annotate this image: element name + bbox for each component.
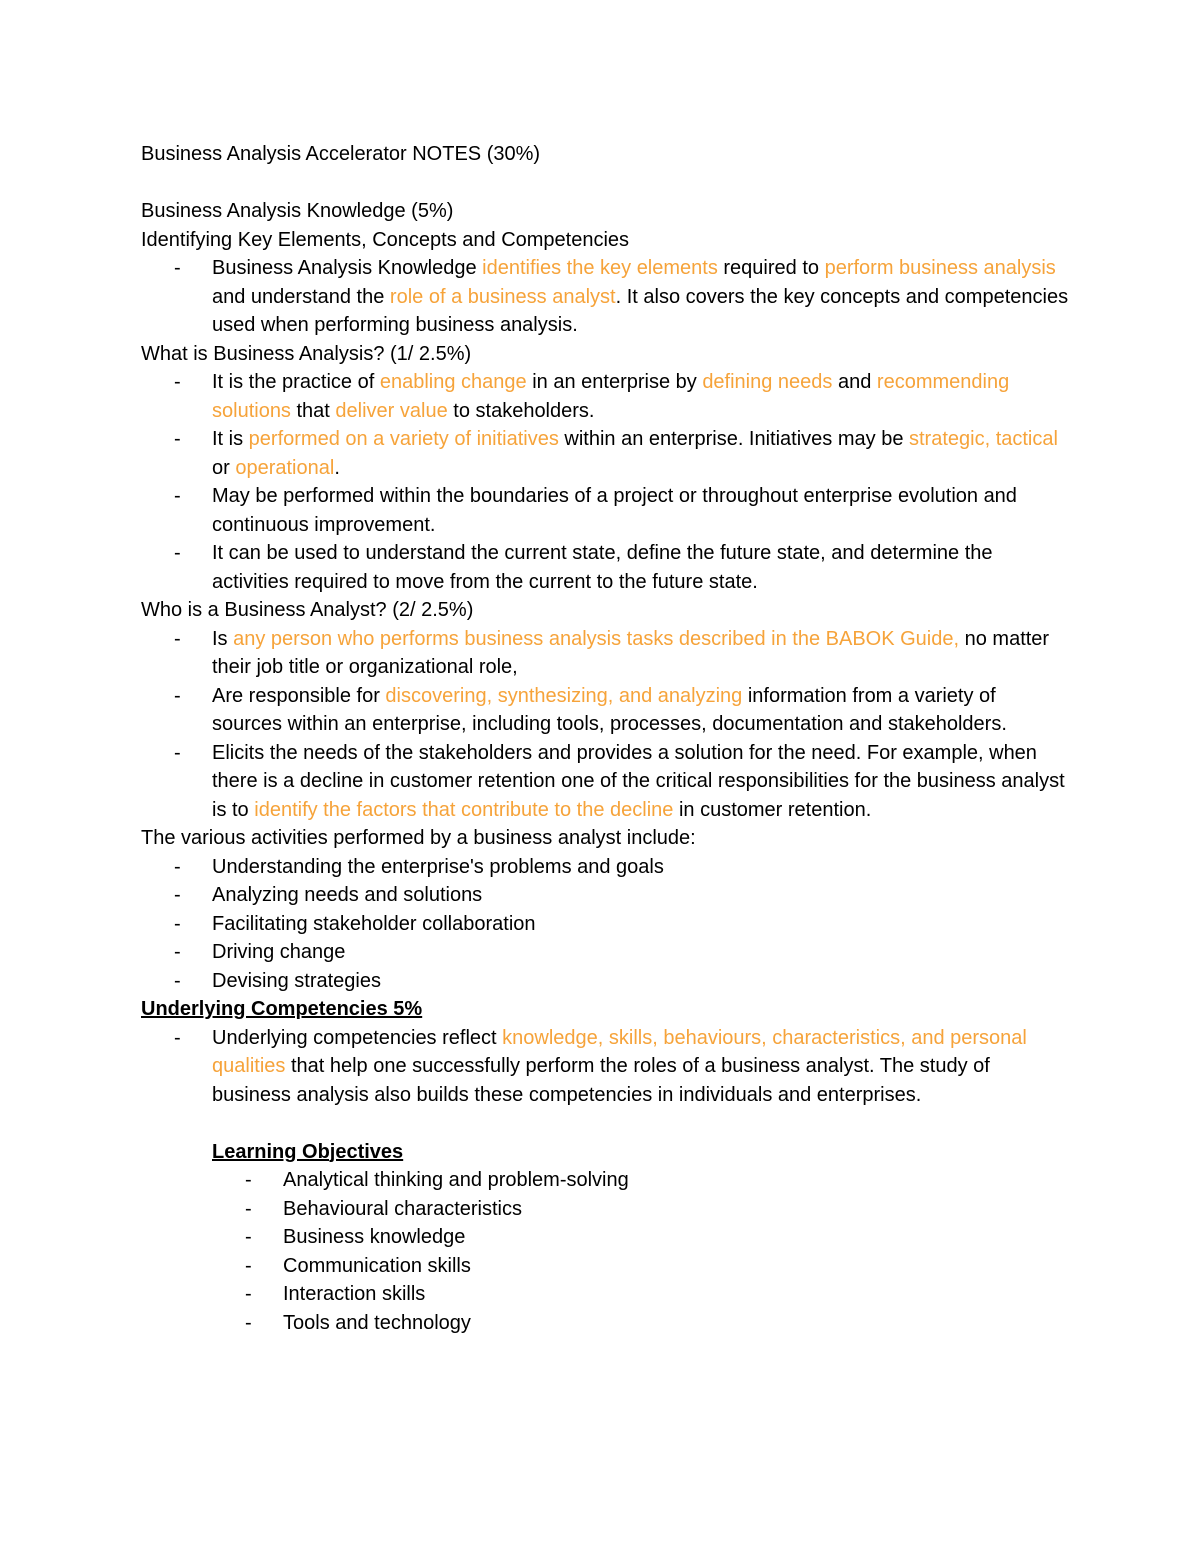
text-run: or: [212, 456, 236, 479]
section-heading-what-is: What is Business Analysis? (1/ 2.5%): [141, 342, 472, 365]
list-item: [141, 853, 1071, 882]
list-item: [141, 482, 1071, 539]
list-item: [141, 368, 1071, 425]
bullet-dash: -: [174, 912, 181, 935]
text-run: in an enterprise by: [526, 371, 703, 393]
document-body: [141, 140, 1071, 1337]
highlight-text: any person who performs business analysis tasks described in the BABOK Guide,: [233, 627, 960, 650]
learning-objectives-list: [212, 1166, 1071, 1337]
text-run: to stakeholders.: [447, 399, 595, 422]
list-item: [141, 425, 1071, 482]
what-is-list: [141, 368, 1071, 596]
learning-objectives-heading: Learning Objectives: [212, 1140, 404, 1163]
bullet-dash: -: [245, 1226, 252, 1248]
text-run: Are responsible for: [212, 684, 386, 707]
text-run: Understanding the enterprise's problems and goals: [212, 855, 664, 878]
list-item: [141, 910, 1071, 939]
bullet-dash: -: [174, 627, 181, 650]
text-run: within an enterprise. Initiatives may be: [558, 428, 909, 450]
text-run: Underlying competencies reflect: [212, 1026, 503, 1049]
text-run: . It also covers the key concepts and competencies used when performing business analysis.: [212, 285, 1069, 336]
bullet-dash: -: [245, 1169, 252, 1191]
list-item: [212, 1309, 1071, 1338]
text-run: Driving change: [212, 941, 346, 963]
highlight-text: knowledge, skills, behaviours, characteristics, and personal qualities: [212, 1026, 1027, 1077]
highlight-text: performed on a variety of initiatives: [248, 428, 559, 450]
bullet-dash: -: [174, 855, 181, 878]
spacer: [141, 169, 1071, 198]
bullet-dash: -: [245, 1254, 252, 1277]
bullet-dash: -: [174, 371, 181, 393]
highlight-text: identify the factors that contribute to the decline: [254, 798, 674, 821]
bullet-dash: -: [174, 884, 181, 906]
bullet-dash: -: [245, 1311, 252, 1334]
highlight-text: role of a business analyst: [389, 285, 616, 308]
list-item: [141, 539, 1071, 596]
highlight-text: identifies the key elements: [482, 257, 718, 279]
bullet-dash: -: [174, 741, 181, 764]
list-item: [141, 625, 1071, 682]
list-item: [212, 1280, 1071, 1309]
text-run: May be performed within the boundaries of a project or throughout enterprise evolution and continuous improvement.: [212, 485, 1017, 536]
knowledge-list: [141, 254, 1071, 340]
text-run: It is: [212, 428, 249, 450]
list-item: [141, 254, 1071, 340]
section-subheading-key-elements: Identifying Key Elements, Concepts and Competencies: [141, 228, 630, 251]
text-run: Interaction skills: [283, 1283, 426, 1305]
bullet-dash: -: [174, 428, 181, 450]
text-run: Analyzing needs and solutions: [212, 884, 483, 906]
text-run: that help one successfully perform the roles of a business analyst. The study of business analysis also builds these competencies in individuals and enterprises.: [212, 1055, 990, 1106]
section-heading-knowledge: Business Analysis Knowledge (5%): [141, 200, 454, 222]
text-run: Tools and technology: [283, 1311, 471, 1334]
bullet-dash: -: [174, 542, 181, 564]
highlight-text: deliver value: [335, 399, 448, 422]
list-item: [212, 1166, 1071, 1195]
text-run: information from a variety of sources within an enterprise, including tools, processes, documentation and stakeholders.: [212, 684, 1007, 735]
bullet-dash: -: [174, 1026, 181, 1049]
highlight-text: discovering, synthesizing, and analyzing: [385, 684, 743, 707]
text-run: It can be used to understand the current state, define the future state, and determine the activities required to move from the current to the future state.: [212, 542, 993, 593]
highlight-text: operational: [235, 456, 335, 479]
who-is-list: [141, 625, 1071, 825]
bullet-dash: -: [174, 485, 181, 507]
section-heading-competencies: Underlying Competencies 5%: [141, 998, 423, 1020]
bullet-dash: -: [174, 684, 181, 707]
list-item: [141, 938, 1071, 967]
text-run: It is the practice of: [212, 371, 380, 393]
text-run: Facilitating stakeholder collaboration: [212, 912, 536, 935]
text-run: Behavioural characteristics: [283, 1197, 522, 1220]
highlight-text: perform business analysis: [824, 257, 1056, 279]
section-heading-activities: The various activities performed by a business analyst include:: [141, 827, 696, 849]
activities-list: [141, 853, 1071, 996]
text-run: Devising strategies: [212, 969, 381, 992]
highlight-text: recommending solutions: [212, 371, 1010, 422]
spacer: [141, 1109, 1071, 1138]
bullet-dash: -: [174, 969, 181, 992]
list-item: [141, 1024, 1071, 1110]
text-run: Business knowledge: [283, 1226, 466, 1248]
text-run: Is: [212, 627, 234, 650]
text-run: required to: [717, 257, 825, 279]
bullet-dash: -: [245, 1197, 252, 1220]
text-run: in customer retention.: [673, 798, 872, 821]
highlight-text: defining needs: [702, 371, 833, 393]
bullet-dash: -: [174, 257, 181, 279]
text-run: that: [290, 399, 336, 422]
text-run: Elicits the needs of the stakeholders and provides a solution for the need. For example, when there is a decline in customer retention one of the critical responsibilities for the business analyst is to: [212, 741, 1065, 821]
text-run: Business Analysis Knowledge: [212, 257, 483, 279]
text-run: Analytical thinking and problem-solving: [283, 1169, 629, 1191]
bullet-dash: -: [245, 1283, 252, 1305]
list-item: [212, 1252, 1071, 1281]
text-run: and understand the: [212, 285, 390, 308]
list-item: [141, 881, 1071, 910]
bullet-dash: -: [174, 941, 181, 963]
list-item: [212, 1223, 1071, 1252]
text-run: Communication skills: [283, 1254, 471, 1277]
highlight-text: strategic, tactical: [909, 428, 1058, 450]
list-item: [141, 682, 1071, 739]
list-item: [141, 739, 1071, 825]
text-run: no matter their job title or organizational role,: [212, 627, 1050, 678]
section-heading-who-is: Who is a Business Analyst? (2/ 2.5%): [141, 599, 474, 621]
highlight-text: enabling change: [379, 371, 527, 393]
text-run: and: [832, 371, 877, 393]
text-run: .: [334, 456, 340, 479]
competencies-list: [141, 1024, 1071, 1110]
list-item: [212, 1195, 1071, 1224]
document-title: Business Analysis Accelerator NOTES (30%): [141, 143, 541, 165]
list-item: [141, 967, 1071, 996]
